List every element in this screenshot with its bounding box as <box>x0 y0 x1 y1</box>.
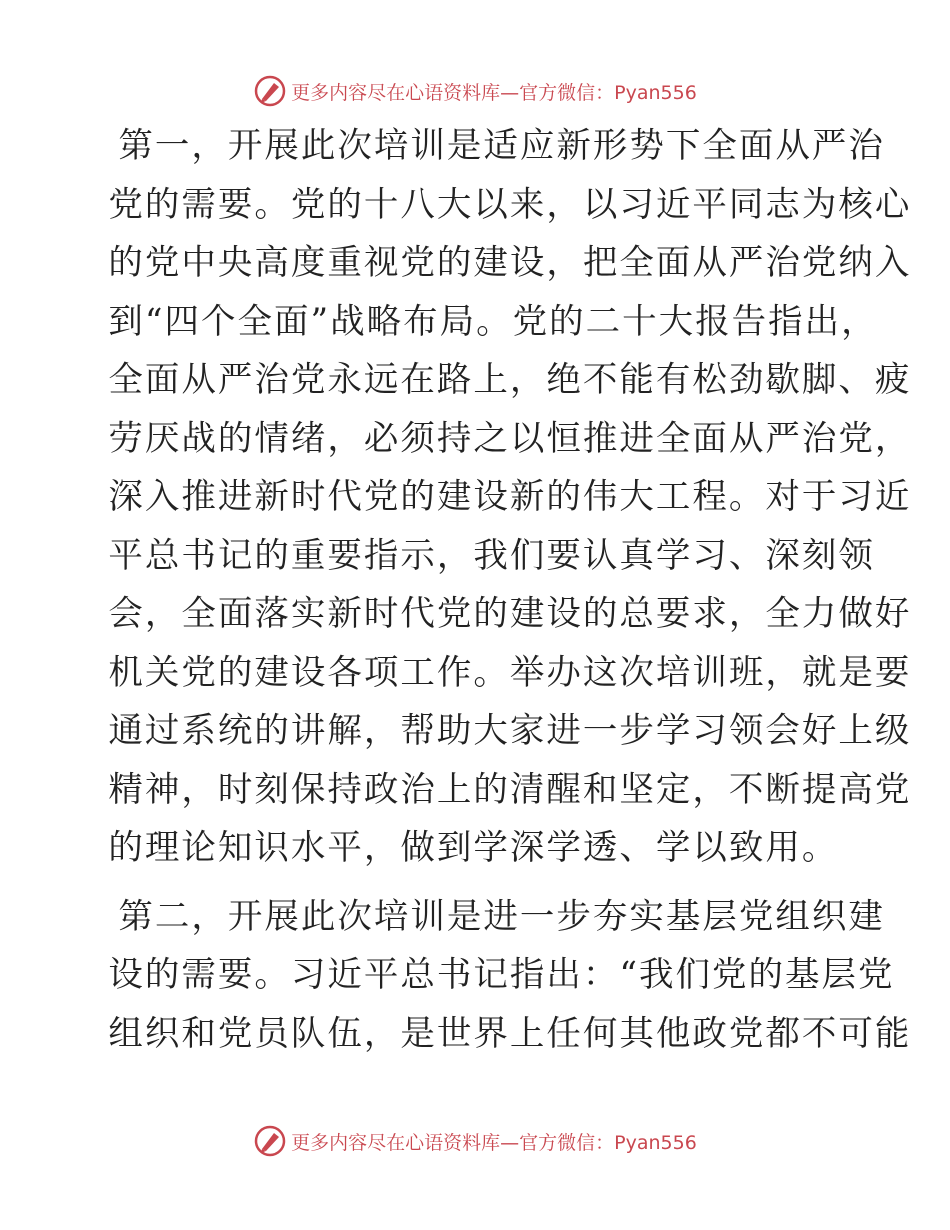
text-line: 的党中央高度重视党的建设，把全面从严治党纳入 <box>108 243 912 283</box>
text-line: 党的需要。党的十八大以来，以习近平同志为核心 <box>108 184 912 225</box>
text-line: 的理论知识水平，做到学深学透、学以致用。 <box>108 828 839 868</box>
paragraph-2 <box>98 888 912 1064</box>
text-line: 第一，开展此次培训是适应新形势下全面从严治 <box>118 126 885 166</box>
text-line: 机关党的建设各项工作。举办这次培训班，就是要 <box>108 652 912 693</box>
pen-nib-logo-icon <box>253 1124 287 1158</box>
text-line: 第二，开展此次培训是进一步夯实基层党组织建 <box>118 896 885 937</box>
footer-watermark-banner <box>0 1121 950 1161</box>
pen-nib-logo-icon <box>253 74 287 108</box>
text-line: 通过系统的讲解，帮助大家进一步学习领会好上级 <box>108 711 912 751</box>
text-line: 会，全面落实新时代党的建设的总要求，全力做好 <box>108 594 912 634</box>
paragraph-1 <box>98 117 912 878</box>
watermark-text: 更多内容尽在心语资料库—官方微信：Pyan556 <box>291 81 697 104</box>
text-line: 平总书记的重要指示，我们要认真学习、深刻领 <box>108 535 875 576</box>
document-body <box>98 117 912 1063</box>
text-line: 劳厌战的情绪，必须持之以恒推进全面从严治党， <box>108 418 912 459</box>
text-line: 设的需要。习近平总书记指出：“我们党的基层党 <box>108 955 895 995</box>
text-line: 到“四个全面”战略布局。党的二十大报告指出， <box>108 301 878 342</box>
text-line: 深入推进新时代党的建设新的伟大工程。对于习近 <box>108 477 912 517</box>
watermark-text: 更多内容尽在心语资料库—官方微信：Pyan556 <box>291 1131 697 1154</box>
header-watermark-banner <box>0 71 950 111</box>
text-line: 全面从严治党永远在路上，绝不能有松劲歇脚、疲 <box>108 360 912 400</box>
text-line: 组织和党员队伍，是世界上任何其他政党都不可能 <box>108 1013 912 1054</box>
text-line: 精神，时刻保持政治上的清醒和坚定，不断提高党 <box>108 769 912 810</box>
